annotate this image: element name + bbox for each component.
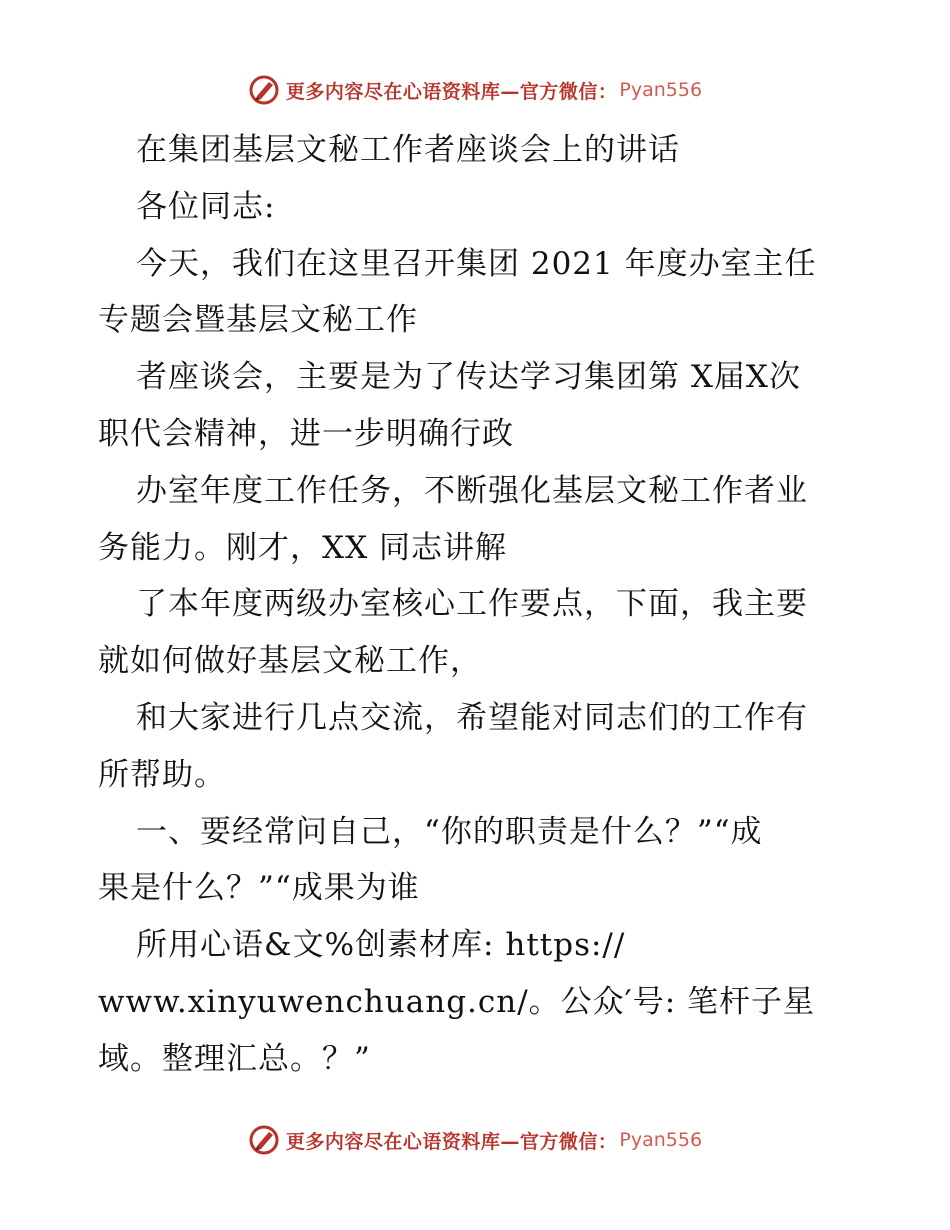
banner-wechat-id: Pyan556	[619, 1129, 703, 1151]
text-line: 所用心语&文%创素材库: https://	[136, 927, 626, 964]
banner-wechat-id: Pyan556	[619, 79, 703, 101]
text-line: 者座谈会，主要是为了传达学习集团第 X届X次	[136, 359, 801, 396]
pen-logo-icon	[248, 74, 280, 106]
header-watermark-banner	[0, 70, 950, 110]
text-line: 专题会暨基层文秘工作	[98, 302, 418, 339]
text-line: www.xinyuwenchuang.cn/。公众′号: 笔杆子星	[98, 983, 816, 1020]
pen-logo-icon	[248, 1124, 280, 1156]
text-line: 各位同志:	[136, 188, 276, 225]
text-line: 在集团基层文秘工作者座谈会上的讲话	[136, 132, 680, 168]
text-line: 今天，我们在这里召开集团 2021 年度办室主任	[136, 245, 817, 282]
text-line: 所帮助。	[98, 756, 226, 793]
text-line: 域。整理汇总。？”	[98, 1040, 371, 1077]
text-line: 就如何做好基层文秘工作，	[98, 643, 482, 680]
text-line: 了本年度两级办室核心工作要点，下面，我主要	[136, 586, 808, 623]
footer-watermark-banner	[0, 1120, 950, 1160]
text-line: 和大家进行几点交流，希望能对同志们的工作有	[136, 699, 808, 736]
text-line: 务能力。刚才，XX 同志讲解	[98, 529, 507, 566]
banner-text: 更多内容尽在心语资料库—官方微信：	[285, 80, 618, 103]
text-line: 办室年度工作任务，不断强化基层文秘工作者业	[136, 472, 808, 509]
text-line: 果是什么？”“成果为谁	[98, 870, 420, 907]
banner-text: 更多内容尽在心语资料库—官方微信：	[285, 1130, 618, 1153]
document-body	[98, 122, 858, 1088]
text-line: 一、要经常问自己，“你的职责是什么？”“成	[136, 813, 763, 850]
text-line: 职代会精神，进一步明确行政	[98, 415, 514, 452]
